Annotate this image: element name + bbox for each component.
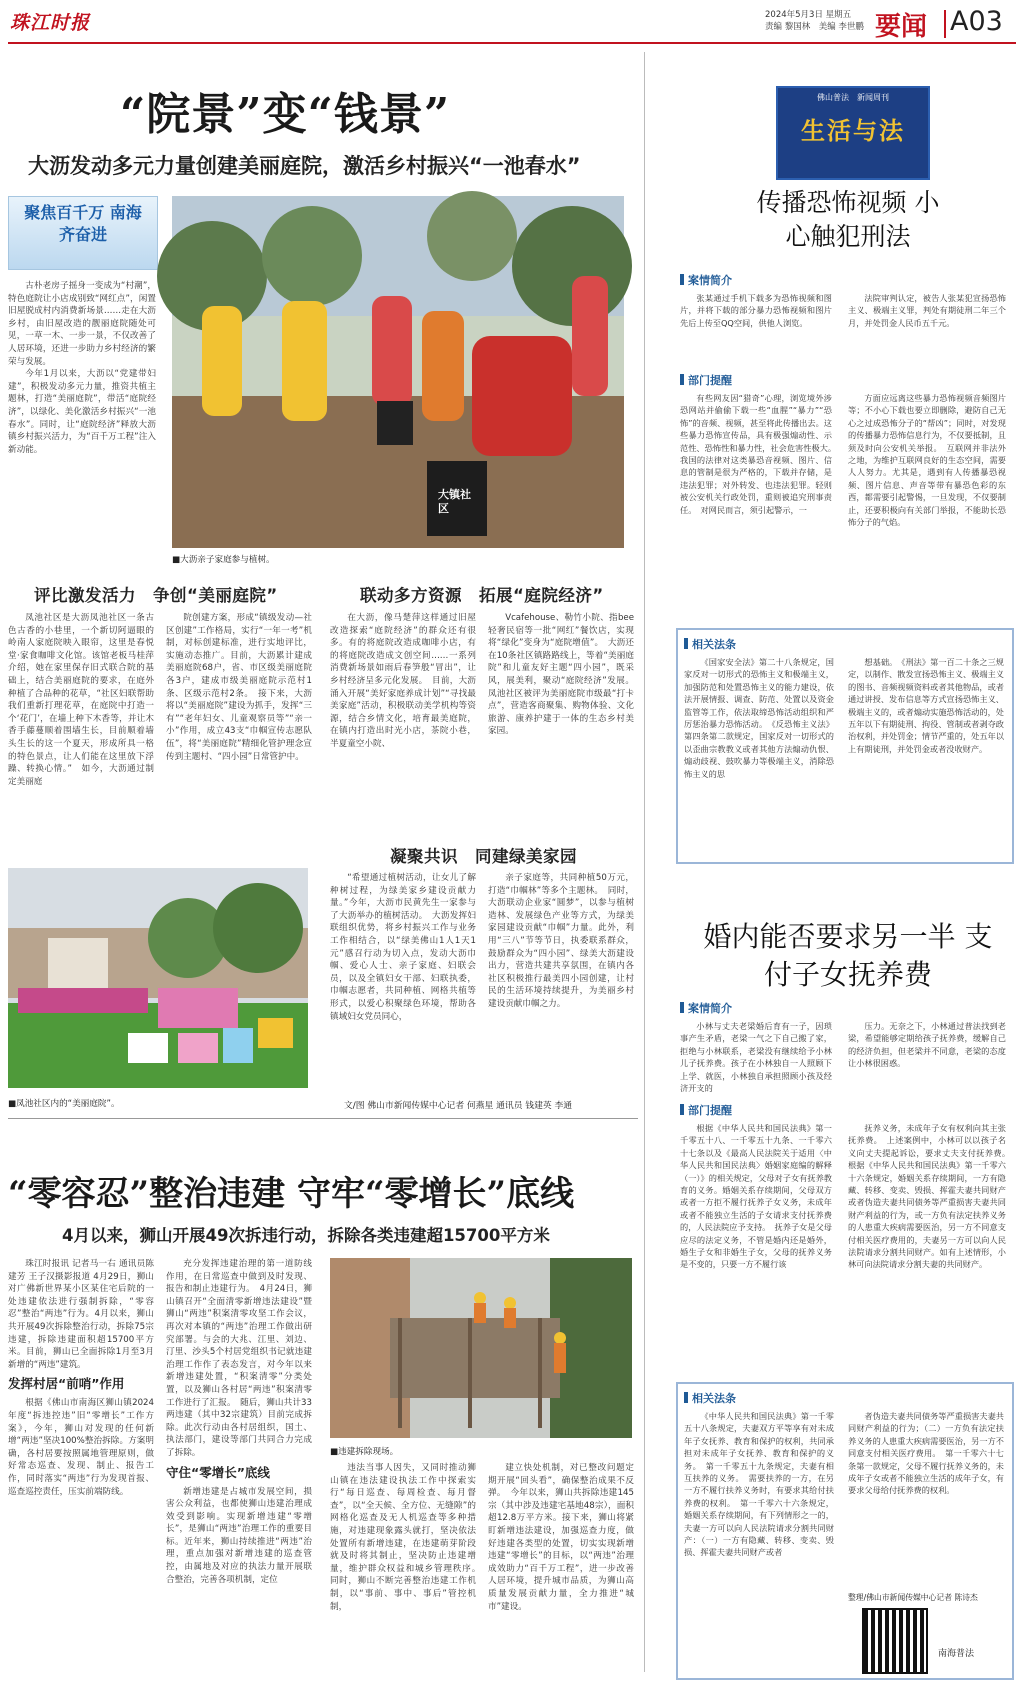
column-text: 抚养义务，未成年子女有权利向其主张抚养费。 上述案例中，小林可以以孩子名义向丈夫提起诉讼，要求丈夫支付抚养费。 根据《中华人民共和国民法典》第一千零六十六条规定，婚姻关系存续期间，一方有隐藏、转移、变卖、毁损、挥霍夫妻共同财产或者伪造夫妻共同债务等严重损害夫妻共同财产利益的行为，或一方负有法定扶养义务的人患重大疾病需要医治，另一方不同意支付相关医疗费用的，夫妻另一方可以向人民法院请求分割共同财产。如有上述情形，小林可向法院请求分割夫妻的共同财产。 [848, 1123, 1015, 1270]
column-text: 建立快处机制，对已整改问题定期开展“回头看”，确保整治成果不反弹。 今年以来，狮山共拆除违建145宗（其中涉及违建宅基地48宗），面积超12.8万平方米。接下来，狮山将紧盯新增违法建设，加强巡查力度，做好违建各类型的处置，切实实现新增违建“零增长”的目标，以“两违”治理成效助力“百千万工程”，进一步改善人居环境，提升城市品质，为狮山高质量发展贡献力量，全力推进“城市”建设。 [488, 1463, 634, 1612]
qr-code[interactable] [864, 1610, 926, 1672]
lead-paragraph-1: 古朴老房子摇身一变成为“村潮”，特色庭院让小店成别致“网红点”，闲置旧屋脱成村内消费新场景……走在大沥乡村，由旧屋改造的靓丽庭院随处可见，一草一木、一步一景，不仅改善了人居环境，还进一步助力乡村经济的繁荣与发展。 [8, 281, 156, 367]
issue-date [765, 8, 864, 32]
article1-subhead-3: 凝聚共识 同建绿美家园 [390, 847, 577, 866]
column-badge [776, 86, 930, 180]
column-text: 亲子家庭等，共同种植50万元，打造“巾帼林”等多个主题林。 同时，大沥联动企业家“圆梦”，以参与植树造林、发展绿色产业等方式，为绿美家园建设贡献“巾帼”力量。此外，利用“三八”节等节日，执委联系群众，鼓励群众为“四小园”、绿美大沥建设出力，营造共建共享氛围，在镇内各社区积极推行最美四小园创建，让村民的生活环境持续提升，为美丽乡村建设贡献巾帼之力。 [488, 873, 634, 1009]
tag-case-1: 案情简介 [680, 272, 732, 288]
dept1-left [680, 392, 841, 618]
article2-column-1 [8, 1258, 154, 1678]
article2-subhead-1: 发挥村居“前哨”作用 [8, 1376, 125, 1392]
column-text: 《中华人民共和国民法典》第一千零五十八条规定，夫妻双方平等享有对未成年子女抚养、教育和保护的权利，共同承担对未成年子女抚养、教育和保护的义务。 第一千零五十九条规定，夫妻有相互扶养的义务。 需要扶养的一方，在另一方不履行扶养义务时，有要求其给付扶养费的权利。 第一千零六十六条规定，婚姻关系存续期间，有下列情形之一的，夫妻一方可以向人民法院请求分割共同财产：（一）一方有隐藏、转移、变卖、毁损、挥霍夫妻共同财产或者 [684, 1411, 834, 1558]
courtyard-photo [8, 868, 308, 1088]
tag-law-1: 相关法条 [684, 636, 736, 652]
sidebar-headline-2: 婚内能否要求另一半 支付子女抚养费 [703, 920, 993, 991]
tag-law-2: 相关法条 [684, 1390, 736, 1406]
article1-column-4 [488, 612, 634, 840]
column-text: 有些网友因“猎奇”心理，浏览境外涉恐网站并偷偷下载一些“血腥”“暴力”“恐怖”的音频、视频，甚至将此传播出去。这些暴力恐怖宣传品，具有极强煽动性、示范性、恐怖性和暴力性，社会危害性极大。 我国的法律对这类暴恐音视频、图片、信息的管制是很为严格的，下载并存储，是违法犯罪；对外转发、也违法犯罪。轻则被公安机关行政处罚，重则被追究刑事责任。 对网民而言，须引起警示，一 [680, 393, 841, 515]
column-text: 法院审判认定，被告人张某犯宣扬恐怖主义、极端主义罪，判处有期徒刑二年三个月，并处罚金人民币五千元。 [848, 293, 1006, 328]
column-text: 院创建方案，形成“镇级发动—社区创建”工作格局，实行“一年一考”机制，对标创建标准，进行实地评比，实施动态推广。目前，大沥累计建成美丽庭院68户，省、市区级美丽庭院各3户，建成市级美丽庭院示范村1条、区级示范村2条。 接下来，大沥将以“美丽庭院”建设为抓手，发挥“三有”“老年妇女、儿童观察员等”“亲一小”作用，成立43支“巾帼宣传志愿队伍”，将“美丽庭院”精细化管护理念宣传到主题村、“四小园”日常管护中。 [166, 613, 312, 762]
case2-left [680, 1020, 832, 1100]
column-text: 新增违建是占城市发展空间，损害公众利益，也都使狮山违建治理成效受到影响。实现新增违建“零增长”，是狮山“两违”治理工作的重要目标。近年来，狮山持续推进“两违”治理，重点加强对新增违建的巡查管控，由属地及对应的执法力量开展联合整治，完善各项机制，定位 [166, 1486, 312, 1585]
article1-byline: 文/图 佛山市新闻传媒中心记者 何燕星 通讯员 钱建英 李通 [344, 1101, 573, 1111]
article2-column-2 [166, 1258, 312, 1678]
column-text: 在大沥，像马楚萍这样通过旧屋改造探索“庭院经济”的群众还有很多。有的将庭院改造成咖啡小店，有的将庭院改造成文创空间……一系列消费新场景如雨后春笋般“冒出”，让乡村经济呈多元化发展。 目前，大沥涌入开展“美好家庭养成计划”“寻找最美家庭”活动，积极联动美学机构等资源，结合乡情文化，培育最美庭院，在镇内打造出时光小店，茶院小巷，半夏童空小院、 [330, 613, 476, 749]
article-divider [8, 1118, 638, 1119]
column-text: 根据《中华人民共和国民法典》第一千零五十八、一千零五十九条、一千零六十七条以及《最高人民法院关于适用〈中华人民共和国民法典〉婚姻家庭编的解释（一）》的相关规定，父母对子女有抚养教育的义务。婚姻关系存续期间，父母双方或者一方拒不履行抚养子女义务，未成年或者不能独立生活的子女请求支付抚养费的，人民法院应予支持。 抚养子女是父母应尽的法定义务，不管是婚内还是婚外，婚生子女和非婚生子女，父母的抚养义务是不变的，只要一方不履行该 [680, 1123, 832, 1270]
column-text: 方面应远离这些暴力恐怖视频音频图片等；不小心下载也要立即删除，避防自己无心之过成恐怖分子的“帮凶”；同时，对发现的传播暴力恐怖信息行为，不仅要抵制，且须及时向公安机关举报。 互联网并非法外之地，为维护互联网良好的生态空间，需要人人努力。尤其是，遇到有人传播暴恐视频、图片信息、声音等带有暴恐色彩的东西，都需要引起警惕，一旦发现，不仅要制止，还要积极向有关部门举报，不能助长恐怖分子的气焰。 [848, 393, 1006, 528]
article2-subhead-2: 守住“零增长”底线 [166, 1464, 270, 1480]
article2-column-3 [330, 1462, 485, 1678]
law1-right [848, 656, 1004, 856]
law1-left [684, 656, 834, 856]
article1-deck: 大沥发动多元力量创建美丽庭院，激活乡村振兴“一池春水” [28, 154, 581, 178]
header-rule [8, 42, 1016, 44]
column-text: 者伪造夫妻共同债务等严重损害夫妻共同财产利益的行为；（二）一方负有法定扶养义务的人患重大疾病需要医治，另一方不同意支付相关医疗费用。 第一千零六十七条第一款规定，父母不履行抚养义务的，未成年子女或者不能独立生活的成年子女，有要求父母给付抚养费的权利。 [848, 1411, 1004, 1496]
case1-left [680, 292, 832, 354]
tag-dept-2: 部门提醒 [680, 1102, 732, 1118]
column-text: 想基础。 《刑法》第一百二十条之三规定，以制作、散发宣扬恐怖主义、极端主义的图书、音频视频资料或者其他物品，或者通过讲授、发布信息等方式宣扬恐怖主义、极端主义的，或者煽动实施恐怖活动的，处五年以下有期徒刑、拘役、管制或者剥夺政治权利，并处罚金；情节严重的，处五年以上有期徒刑，并处罚金或者没收财产。 [848, 657, 1004, 754]
photo2-caption: ■凤池社区内的“美丽庭院”。 [8, 1099, 120, 1109]
dept2-left [680, 1122, 832, 1372]
sidebar-byline: 整理/佛山市新闻传媒中心记者 陈诗杰 [848, 1593, 978, 1602]
case2-right [848, 1020, 1006, 1100]
case1-right [848, 292, 1006, 354]
lead-paragraph-2: 今年1月以来，大沥以“党建带妇建”，积极发动多元力量，推资共植主题林，打造“美丽庭院”，带活“庭院经济”，以绿化、美化激活乡村振兴“一池春水”。同时，让“庭院经济”释放大沥镇乡村振兴活力，为“百千万工程”注入新动能。 [8, 369, 156, 455]
law2-right [848, 1410, 1004, 1590]
page-number: A03 [950, 6, 1003, 37]
tag-case-2: 案情简介 [680, 1000, 732, 1016]
tree-planting-photo [172, 196, 624, 548]
article1-subhead-1: 评比激发活力 争创“美丽庭院” [34, 586, 278, 605]
column-text: 凤池社区是大沥凤池社区一条古色古香的小巷里，一个新切阿逼眼的岭南人家庭院映入眼帘，这里是春悦堂·家食咖啡文化馆。该馆老板马桂萍介绍，她在家里保存旧式联合院的基础上，结合美丽庭院的要求，在庭外种植了合品种的花草，“社区妇联帮助我们重新打理花草，在庭院中打造一个‘花门’，在墙上种下木香等，并让木香手藤蔓顺着围墙生长，目前顺着墙头生长的这一个夏天，形成所具一格的特色景点，让人们能在这里放下浮躁、转换心情。” 如今，大沥通过制定美丽庭 [8, 613, 154, 787]
law-box-2 [676, 1382, 1014, 1680]
demolition-photo [330, 1258, 632, 1438]
article2-column-4 [488, 1462, 634, 1678]
article2-deck: 4月以来，狮山开展49次拆违行动，拆除各类违建超15700平方米 [62, 1226, 550, 1245]
sidebar-headline-1: 传播恐怖视频 小心触犯刑法 [756, 188, 940, 251]
demolition-illustration [330, 1258, 632, 1438]
column-text: 小林与丈夫老梁婚后育有一子，因琐事产生矛盾，老梁一气之下自己搬了家，拒绝与小林联系，老梁没有继续给予小林儿子抚养费。孩子在小林独自一人照顾下上学、就医，小林独自承担照顾小孩及经济开支的 [680, 1021, 832, 1094]
qr-label: 南海普法 [938, 1649, 975, 1659]
article2-headline: “零容忍”整治违建 守牢“零增长”底线 [8, 1174, 575, 1214]
feature-banner [8, 196, 158, 270]
column-text: Vcafehouse、勒竹小院、指bee轻奢民宿等一批“网红”餐饮店，实现将“绿化”变身为“庭院增值”。 大沥还在10条社区镇路路线上，等着“美丽庭院”和儿童友好主题“四小园”，既采风，展美利，聚动“庭院经济”发展。凤池社区被评为美丽庭院市级最“打卡点”，营造客商聚集、购物体验、文化旅游、康养护建于一体的生态乡村美家园。 [488, 613, 634, 737]
page-divider [944, 10, 946, 38]
date-text: 2024年5月3日 [765, 10, 823, 20]
column-text: 压力。无奈之下，小林通过普法找到老梁，希望能够定期给孩子抚养费，缓解自己的经济负担，但老梁并不同意，老梁的态度让小林很困惑。 [848, 1021, 1006, 1069]
section-title: 要闻 [875, 12, 928, 42]
column-badge-title: 生活与法 [801, 116, 905, 145]
article1-column-3 [330, 612, 476, 840]
article1-headline: “院景”变“钱景” [120, 89, 451, 140]
column-text: 《国家安全法》第二十八条规定，国家反对一切形式的恐怖主义和极端主义，加强防范和处置恐怖主义的能力建设，依法开展情报、调查、防范、处置以及资金监管等工作，依法取缔恐怖活动组织和严厉惩治暴力恐怖活动。 《反恐怖主义法》第四条第二款规定，国家反对一切形式的以歪曲宗教教义或者其他方法煽动仇恨、煽动歧视、鼓吹暴力等极端主义，消除恐怖主义的思 [684, 657, 834, 779]
article1-column-5 [330, 872, 476, 1088]
tag-dept-1: 部门提醒 [680, 372, 732, 388]
column-text: 违法当事人因失，又同时推动狮山镇在违法建设执法工作中探索实行“每日巡查、每周检查、每月督查”，以“全天候、全方位、无缝隙”的网格化巡查及无人机巡查等多种措施，对违建现象露头就打，坚决依法处置所有新增违建，在违建萌芽阶段就及时将其制止，坚决防止违建增量，维护群众权益和城乡管理秩序。 同时，狮山不断完善整治违建工作机制，以“事前、事中、事后”管控机制， [330, 1463, 485, 1612]
column-text: 张某通过手机下载多为恐怖视频和图片，并将下载的部分暴力恐怖视频和图片先后上传至QQ空间，供他人浏览。 [680, 293, 832, 328]
editors-text: 责编 黎国林 美编 李世鹏 [765, 22, 864, 32]
photo1-caption: ■大沥亲子家庭参与植树。 [172, 555, 275, 565]
column-divider [644, 52, 645, 1672]
paper-logo: 珠江时报 [10, 12, 91, 34]
law2-left [684, 1410, 834, 1672]
weekday-text: 星期五 [825, 10, 852, 20]
article1-column-1 [8, 612, 154, 840]
article1-subhead-2: 联动多方资源 拓展“庭院经济” [360, 586, 604, 605]
article1-column-2 [166, 612, 312, 840]
column-text: 珠江时报讯 记者马一右 通讯员陈建芳 王子汉摄影报道 4月29日，狮山对广佛新世界某小区某住宅后院的一处违建依法进行强制拆除，“零容忍”整治“两违”行为。4月以来，狮山共开展49次拆除整治行动，拆除75宗违建，拆除违建面积超15700平方米。目前，狮山已全面拆除1月至3月新增的“两违”建筑。 [8, 1259, 154, 1370]
bucket-label: 大镇社区 [438, 488, 471, 515]
column-text: “希望通过植树活动，让女儿了解种树过程，为绿美家乡建设贡献力量。”今年，大沥市民黄先生一家参与了大沥举办的植树活动。 大沥发挥妇联组织优势，将乡村振兴工作与业务工作相结合，以“绿美佛山1人1天1元”感召行动为切入点，发动大沥巾帼、爱心人士、亲子家庭、妇联会员，以及全镇妇女干部、妇联执委，巾帼志愿者，共同种植、网格共植等形式，以爱心积聚绿色环境，帮助各镇域妇女党员同心， [330, 873, 476, 1022]
column-text: 充分发挥违建治理的第一道防线作用，在日常巡查中做到及时发现、报告和制止违建行为。 4月24日，狮山镇召开“全面清零新增违法建设”暨狮山“两违”积案清零攻坚工作会议，再次对本镇的“两违”治理工作做出研究部署。与会的大兆、江里、刘边、汀里、沙头5个村居党组织书记就违建治理工作作了表态发言，对今年以来新增违建处置，“积案清零”分类处置，以及狮山各村居“两违”积案清零工作进行了汇报。 随后，狮山共计33两违建（其中32宗建筑）目前完成拆除。此次行动由各村居组织，国土、执法部门，建设等部门共同合力完成了拆除。 [166, 1259, 312, 1458]
photo3-caption: ■违建拆除现场。 [330, 1447, 399, 1457]
dept1-right [848, 392, 1006, 618]
column-badge-top: 佛山普法 新闻周刊 [817, 93, 889, 102]
column-text: 根据《佛山市南海区狮山镇2024年度“拆违控违”旧“零增长”工作方案》，今年，狮山对发现的任何新增“两违”坚决100%整治拆除。方案明确，各村居要按照属地管理原则，做好常态巡查、发现、制止、报告工作，同时落实“两违”行为发现首报、巡查巡控责任，压实前端防线。 [8, 1398, 154, 1497]
article1-column-6 [488, 872, 634, 1088]
dept2-right [848, 1122, 1015, 1372]
law-box-1 [676, 628, 1014, 864]
tree-planting-illustration [172, 196, 624, 548]
article1-lead [8, 280, 156, 566]
feature-banner-text: 聚焦百千万 南海齐奋进 [24, 203, 142, 244]
courtyard-illustration [8, 868, 308, 1088]
